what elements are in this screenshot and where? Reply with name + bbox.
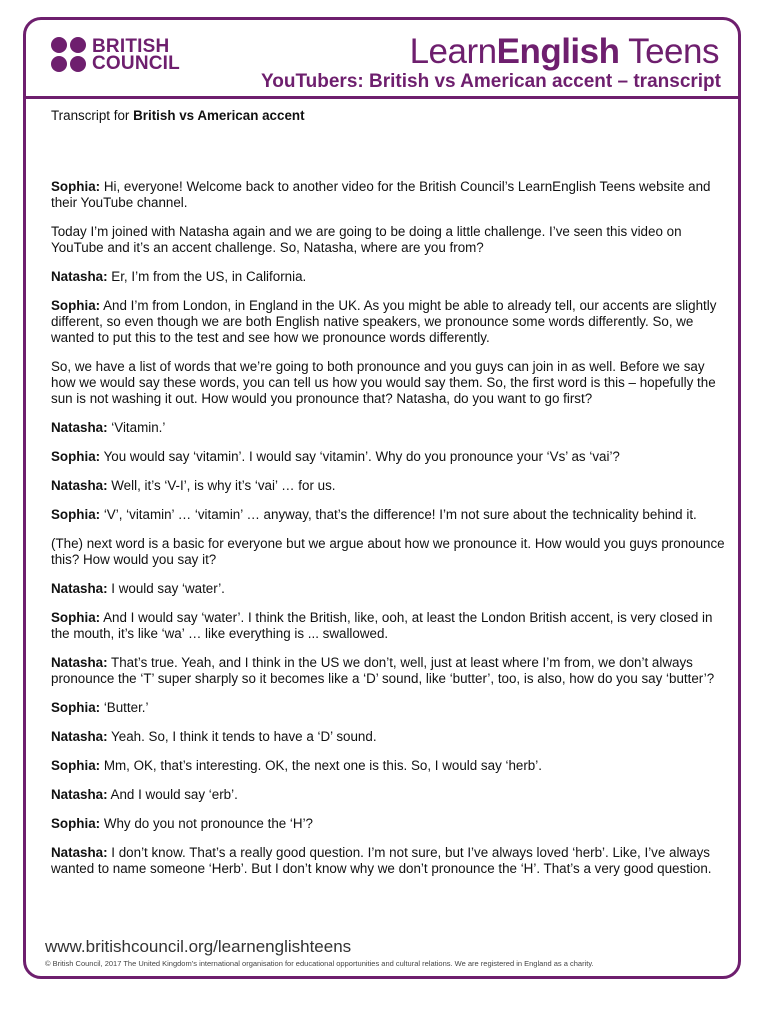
document-title: YouTubers: British vs American accent – transcript [260, 71, 721, 92]
speaker-name: Natasha: [51, 787, 108, 802]
logo-text [92, 35, 180, 74]
transcript-paragraph [51, 359, 725, 407]
speaker-name: Sophia: [51, 449, 101, 464]
transcript-paragraph [51, 581, 725, 597]
transcript-paragraph [51, 700, 725, 716]
speech-text: I don’t know. That’s a really good question. I’m not sure, but I’ve always loved ‘herb’. Like, I’ve always wanted to name someone ‘Herb’. But I don’t know why we don’t pronounce the ‘H’. That’s a very good question. [51, 845, 714, 876]
logo-line-2: COUNCIL [92, 52, 180, 74]
logo-line-1: BRITISH [92, 35, 170, 57]
transcript-paragraph [51, 758, 725, 774]
british-council-logo [51, 37, 180, 72]
transcript-body [51, 108, 729, 890]
brand-english: English [496, 32, 620, 71]
brand-learn: Learn [409, 32, 497, 71]
speech-text: That’s true. Yeah, and I think in the US we don’t, well, just at least where I’m from, we don’t always pronounce the ‘T’ super sharply so it becomes like a ‘D’ sound, like ‘butter’, too, is also, how do you say ‘butter’? [51, 655, 715, 686]
speech-text: So, we have a list of words that we’re going to both pronounce and you guys can join in as well. Before we say how we would say these words, you can tell us how you would say them. So, the first word is this – hopefully the sun is not washing it out. How would you pronounce that? Natasha, do you want to go first? [51, 359, 720, 406]
transcript-paragraph [51, 787, 725, 803]
speaker-name: Sophia: [51, 610, 101, 625]
speech-text: And I would say ‘water’. I think the British, like, ooh, at least the London British accent, is very closed in the mouth, it’s like ‘wa’ … like everything is ... swallowed. [51, 610, 717, 641]
logo-dots-icon [51, 37, 86, 72]
header-divider [23, 96, 741, 99]
speech-text: I would say ‘water’. [107, 581, 225, 596]
transcript-intro [51, 108, 725, 124]
transcript-paragraph [51, 449, 725, 465]
speaker-name: Natasha: [51, 269, 108, 284]
transcript-paragraph [51, 610, 725, 642]
speaker-name: Natasha: [51, 581, 108, 596]
speech-text: You would say ‘vitamin’. I would say ‘vitamin’. Why do you pronounce your ‘Vs’ as ‘vai’? [100, 449, 620, 464]
intro-title: British vs American accent [133, 108, 305, 123]
transcript-paragraph [51, 507, 725, 523]
speech-text: ‘V’, ‘vitamin’ … ‘vitamin’ … anyway, that’s the difference! I’m not sure about the technicality behind it. [100, 507, 697, 522]
speech-text: Yeah. So, I think it tends to have a ‘D’ sound. [107, 729, 377, 744]
speaker-name: Natasha: [51, 655, 108, 670]
speech-text: Mm, OK, that’s interesting. OK, the next one is this. So, I would say ‘herb’. [100, 758, 542, 773]
transcript-lines [51, 179, 729, 877]
speech-text: Hi, everyone! Welcome back to another video for the British Council’s LearnEnglish Teens website and their YouTube channel. [51, 179, 715, 210]
learnenglish-teens-brand [410, 32, 719, 72]
transcript-paragraph [51, 845, 725, 877]
brand-teens: Teens [619, 32, 719, 71]
speech-text: Today I’m joined with Natasha again and we are going to be doing a little challenge. I’ve seen this video on YouTube and it’s an accent challenge. So, Natasha, where are you from? [51, 224, 685, 255]
speaker-name: Sophia: [51, 816, 101, 831]
transcript-paragraph [51, 478, 725, 494]
speaker-name: Natasha: [51, 845, 108, 860]
speaker-name: Natasha: [51, 478, 108, 493]
transcript-paragraph [51, 298, 725, 346]
speaker-name: Sophia: [51, 507, 101, 522]
transcript-paragraph [51, 420, 725, 436]
transcript-paragraph [51, 269, 725, 285]
speech-text: And I’m from London, in England in the UK. As you might be able to already tell, our accents are slightly different, so even though we are both English native speakers, we pronounce some words differently. So, we wanted to put this to the test and see how we pronounce words differently. [51, 298, 721, 345]
footer-url: www.britishcouncil.org/learnenglishteens [45, 937, 352, 956]
transcript-paragraph [51, 536, 729, 568]
speaker-name: Sophia: [51, 179, 101, 194]
speaker-name: Sophia: [51, 700, 101, 715]
intro-prefix: Transcript for [51, 108, 134, 123]
transcript-paragraph [51, 816, 725, 832]
transcript-paragraph [51, 729, 725, 745]
speech-text: ‘Vitamin.’ [107, 420, 166, 435]
speech-text: And I would say ‘erb’. [107, 787, 238, 802]
speech-text: ‘Butter.’ [100, 700, 149, 715]
speech-text: (The) next word is a basic for everyone but we argue about how we pronounce it. How would you guys pronounce this? How would you say it? [51, 536, 729, 567]
speaker-name: Natasha: [51, 729, 108, 744]
transcript-paragraph [51, 224, 725, 256]
transcript-paragraph [51, 179, 725, 211]
speaker-name: Sophia: [51, 298, 101, 313]
speaker-name: Natasha: [51, 420, 108, 435]
transcript-paragraph [51, 655, 725, 687]
speech-text: Er, I’m from the US, in California. [107, 269, 307, 284]
speaker-name: Sophia: [51, 758, 101, 773]
speech-text: Why do you not pronounce the ‘H’? [100, 816, 313, 831]
speech-text: Well, it’s ‘V-I’, is why it’s ‘vai’ … for us. [107, 478, 336, 493]
footer-copyright: © British Council, 2017 The United Kingdom’s international organisation for educational opportunities and cultural relations. We are registered in England as a charity. [45, 959, 594, 968]
